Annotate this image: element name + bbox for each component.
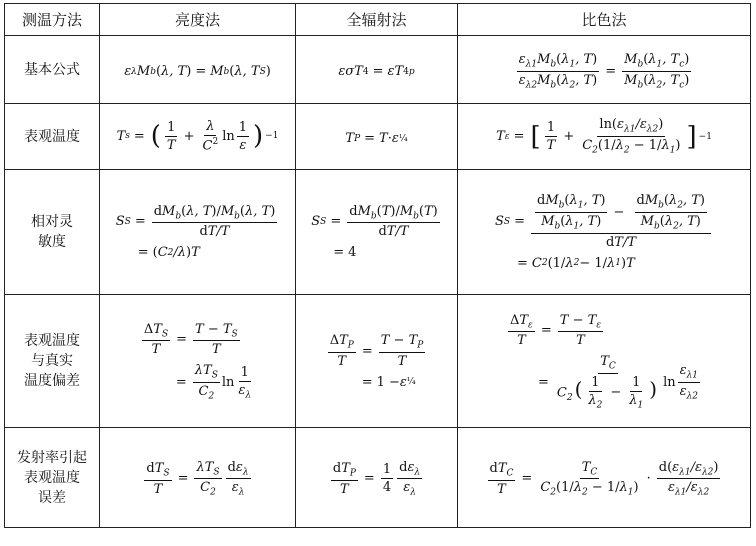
formula-cell: S S = $dM_b(\lambda_1$, T) $M_b(\lambda_1$, T) − $dM_b(\lambda_2$, T) $M_b(\lambda_2$, T) dT/T = C 2 (1/ λ 2 − 1/ λ 1 ) T — [458, 170, 751, 295]
row-label: 表观温度 — [5, 104, 100, 170]
table-row — [5, 104, 751, 170]
table-row — [5, 428, 751, 528]
table-row — [5, 36, 751, 104]
formula-cell: $dT_P$ T = $\frac{1}{4}$ $d\varepsilon_\lambda$ $\varepsilon_\lambda$ — [296, 428, 458, 528]
formula-cell: T s = ( 1 T + $\frac{\lambda}{C^2}$ ln 1 ε ) −1 — [100, 104, 296, 170]
table-row — [5, 295, 751, 428]
header-method: 测温方法 — [5, 4, 100, 36]
formula-cell: $dT_S$ T = $\lambda T_S$ $C_2$ $d\varepsilon_\lambda$ $\varepsilon_\lambda$ — [100, 428, 296, 528]
formula-cell: εσT 4 = εT 4 p — [296, 36, 458, 104]
formula-cell: $\Delta T_S$ T = $\frac{T - T_S}{T}$ = $\lambda T_S$ $C_2$ ln 1 $\varepsilon_\lambda$ — [100, 295, 296, 428]
formula-cell: $dT_C$ T = $\frac{T_C}{C_2(1/\lambda_2 - 1/\lambda_1)}$ · $d(\varepsilon_{\lambda 1}/\varepsilon_{\lambda 2})$ $\varepsilon_{\lambda 1}/\varepsilon_{\lambda 2}$ — [458, 428, 751, 528]
sensitivity-value: 4 — [348, 245, 357, 261]
formula-cell: $\frac{\varepsilon_{\lambda 1}M_b(\lambda_1, T)}{\varepsilon_{\lambda 2}M_b(\lambda_2, T)}$ = $\frac{M_b(\lambda_1, T_c)}{M_b(\lambda_2, T_c)}$ — [458, 36, 751, 104]
row-label: 发射率引起 表观温度 误差 — [5, 428, 100, 528]
formula-cell: S S = $dM_b(T)/M_b(T)$ dT/T = 4 — [296, 170, 458, 295]
formula-cell: T ε = [ 1 T + $\frac{\ln(\varepsilon_{\lambda 1}/\varepsilon_{\lambda 2})}{C_2(1/\lambda_2 - 1/\lambda_1)}$ ] −1 — [458, 104, 751, 170]
row-label: 表观温度 与真实 温度偏差 — [5, 295, 100, 428]
header-brightness: 亮度法 — [100, 4, 296, 36]
formula-cell: ε λ M b ( λ, T ) = M b ( λ, T S ) — [100, 36, 296, 104]
header-total-radiation: 全辐射法 — [296, 4, 458, 36]
row-label: 基本公式 — [5, 36, 100, 104]
table-row — [5, 170, 751, 295]
comparison-table — [4, 3, 751, 528]
formula-cell: S S = $dM_b(\lambda$, $T)/M_b(\lambda$, T) dT/T = ( C 2 /λ ) T — [100, 170, 296, 295]
formula-cell: T P = T · ε ¼ — [296, 104, 458, 170]
header-colorimetric: 比色法 — [458, 4, 751, 36]
formula-cell: $\Delta T_\varepsilon$ T = $\frac{T - T_\varepsilon}{T}$ = $T_C$ $C_2$ ( $\frac{1}{\lambda_2}$ − $\frac{1}{\lambda_1}$ ) ln $\varepsilon_{\lambda 1}$ $\varepsilon_{\lambda 2}$ — [458, 295, 751, 428]
row-label: 相对灵 敏度 — [5, 170, 100, 295]
header-row — [5, 4, 751, 36]
formula-cell: $\Delta T_P$ T = $\frac{T - T_P}{T}$ = 1 − ε ¼ — [296, 295, 458, 428]
